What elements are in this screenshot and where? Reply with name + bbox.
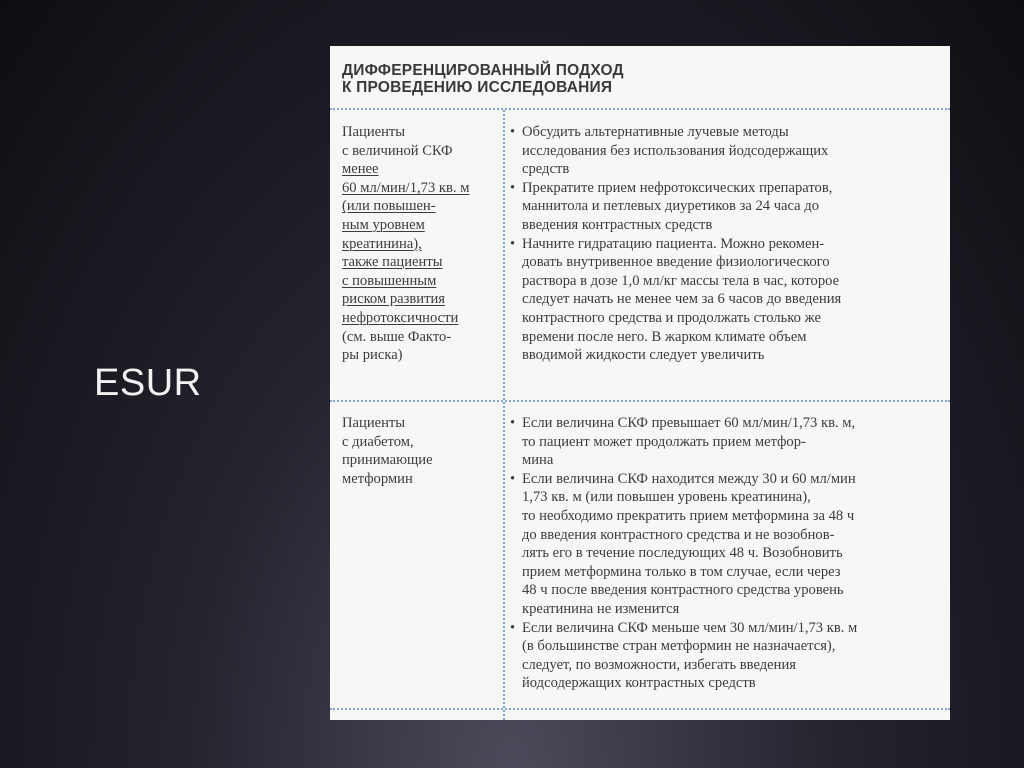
row-1-recommendations <box>510 123 942 365</box>
list-item-line: (в большинстве стран метформин не назначается), <box>522 638 836 655</box>
list-item-line: раствора в дозе 1,0 мл/кг массы тела в час, которое <box>522 272 840 289</box>
row-1-condition-line: 60 мл/мин/1,73 кв. м <box>342 179 470 196</box>
row-1-condition <box>342 123 502 365</box>
row-2-condition-line: с диабетом, <box>342 433 414 450</box>
list-item-line: маннитола и петлевых диуретиков за 24 часа до <box>522 198 820 215</box>
row-1-condition-line: креатинина), <box>342 235 422 252</box>
slide-label: ESUR <box>94 362 202 404</box>
row-1-condition-line: ры риска) <box>342 347 403 364</box>
row-1-condition-line: Пациенты <box>342 124 406 140</box>
list-item-line: то необходимо прекратить прием метформина за 48 ч <box>522 507 855 524</box>
list-item-line: мина <box>522 452 554 469</box>
list-item-line: Если величина СКФ превышает 60 мл/мин/1,73 кв. м, <box>522 415 856 431</box>
list-item-line: Обсудить альтернативные лучевые методы <box>522 124 789 140</box>
bullet-icon: • <box>510 235 516 252</box>
row-2-condition-line: принимающие <box>342 452 433 469</box>
list-item-line: довать внутривенное введение физиологического <box>522 254 830 271</box>
list-item-line: то пациент может продолжать прием метфор- <box>522 433 806 450</box>
document-title: ДИФФЕРЕНЦИРОВАННЫЙ ПОДХОД К ПРОВЕДЕНИЮ ИССЛЕДОВАНИЯ <box>342 62 624 96</box>
row-1-condition-line: нефротоксичности <box>342 309 459 326</box>
list-item-line: до введения контрастного средства и не возобнов- <box>522 526 835 543</box>
list-item <box>510 179 942 235</box>
row-divider <box>330 400 950 402</box>
list-item-line: йодсодержащих контрастных средств <box>522 675 756 692</box>
row-2-condition <box>342 414 502 488</box>
row-1-condition-line: с величиной СКФ <box>342 142 453 159</box>
bullet-icon: • <box>510 124 516 140</box>
list-item-line: прием метформина только в том случае, если через <box>522 563 841 580</box>
list-item <box>510 414 942 470</box>
row-1-condition-line: менее <box>342 161 379 178</box>
table-top-divider <box>330 108 950 110</box>
list-item-line: Если величина СКФ меньше чем 30 мл/мин/1,73 кв. м <box>522 619 858 636</box>
row-1-condition-line: ным уровнем <box>342 216 425 233</box>
row-1-condition-line: (см. выше Факто- <box>342 328 452 345</box>
list-item-line: вводимой жидкости следует увеличить <box>522 347 765 364</box>
list-item-line: контрастного средства и продолжать столько же <box>522 309 821 326</box>
row-1-condition-line: (или повышен- <box>342 198 436 215</box>
list-item-line: следует начать не менее чем за 6 часов до введения <box>522 291 842 308</box>
list-item-line: введения контрастных средств <box>522 216 713 233</box>
row-1-condition-line: также пациенты <box>342 254 443 271</box>
row-2-condition-line: метформин <box>342 470 413 487</box>
list-item <box>510 470 942 619</box>
bullet-icon: • <box>510 619 516 636</box>
row-1-condition-line: с повышенным <box>342 272 437 289</box>
list-item-line: Начните гидратацию пациента. Можно рекомен- <box>522 235 825 252</box>
list-item-line: времени после него. В жарком климате объем <box>522 328 807 345</box>
bullet-icon: • <box>510 470 516 487</box>
table-bottom-divider <box>330 708 950 710</box>
bullet-icon: • <box>510 179 516 196</box>
list-item <box>510 123 942 179</box>
list-item <box>510 619 942 693</box>
list-item-line: 1,73 кв. м (или повышен уровень креатинина), <box>522 489 811 506</box>
column-divider <box>503 110 505 720</box>
list-item-line: средств <box>522 161 570 178</box>
list-item-line: исследования без использования йодсодержащих <box>522 142 829 159</box>
list-item-line: 48 ч после введения контрастного средства уровень <box>522 582 844 599</box>
list-item-line: лять его в течение последующих 48 ч. Возобновить <box>522 545 843 562</box>
list-item <box>510 235 942 365</box>
list-item-line: Если величина СКФ находится между 30 и 60 мл/мин <box>522 470 856 487</box>
list-item-line: Прекратите прием нефротоксических препаратов, <box>522 179 833 196</box>
list-item-line: следует, по возможности, избегать введения <box>522 656 796 673</box>
row-2-condition-line: Пациенты <box>342 415 406 431</box>
bullet-icon: • <box>510 415 516 431</box>
list-item-line: креатинина не изменится <box>522 600 680 617</box>
document-table-image <box>330 46 950 720</box>
row-1-condition-line: риском развития <box>342 291 445 308</box>
row-2-recommendations <box>510 414 942 693</box>
